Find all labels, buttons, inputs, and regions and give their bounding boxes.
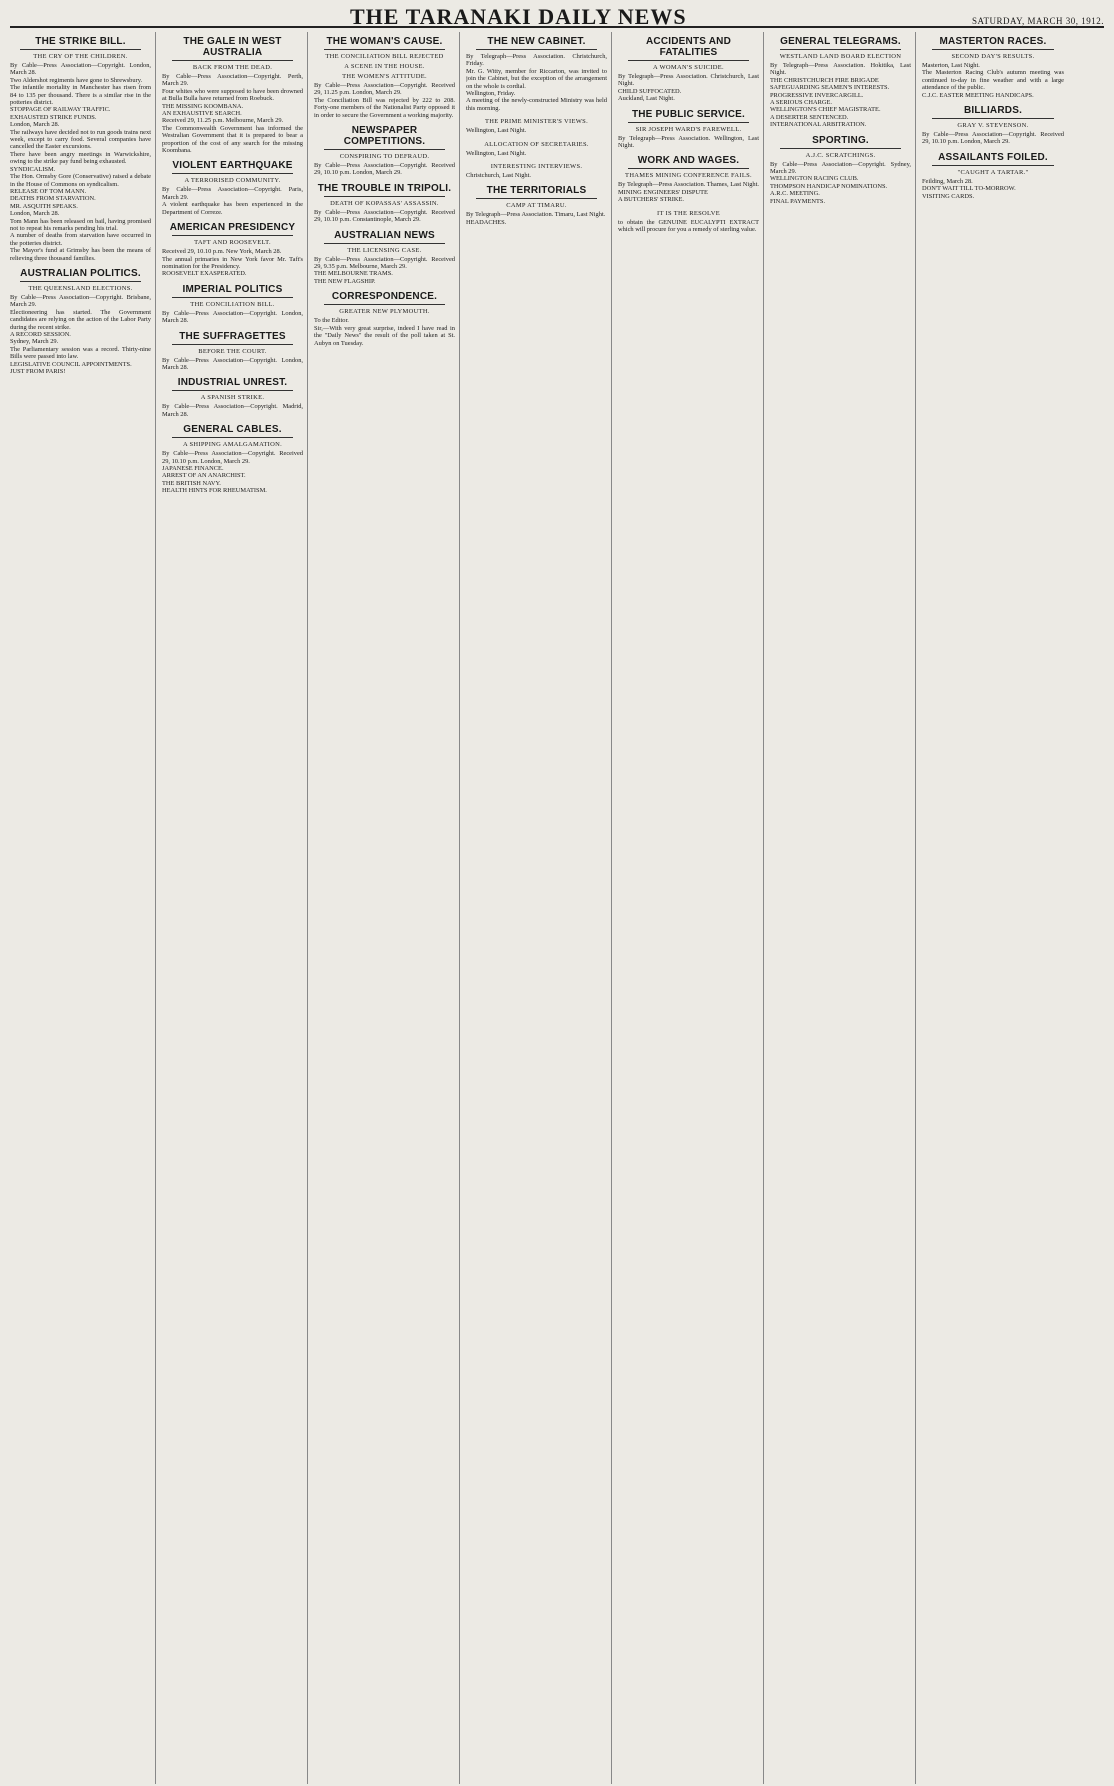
headline-rule (20, 281, 141, 282)
article-subheading: BEFORE THE COURT. (198, 347, 267, 355)
article-paragraph: MINING ENGINEERS' DISPUTE (618, 188, 708, 196)
headline-rule (324, 149, 445, 150)
article-paragraph: A DESERTER SENTENCED. (770, 113, 849, 121)
article-subheading: IT IS THE RESOLVE (657, 209, 720, 217)
article-headline: THE NEW CABINET. (487, 36, 586, 47)
article-headline: VIOLENT EARTHQUAKE (172, 160, 293, 172)
newspaper-column (314, 32, 460, 1784)
article-paragraph: to obtain the GENUINE EUCALYPTI EXTRACT which will procure for you a remedy of sterling value. (618, 218, 759, 234)
article-paragraph: By Cable—Press Association—Copyright. Brisbane, March 29. (10, 293, 151, 309)
article-subheading: "CAUGHT A TARTAR." (957, 168, 1029, 176)
article-paragraph: Sydney, March 29. (10, 338, 59, 346)
article-paragraph: Auckland, Last Night. (618, 95, 675, 103)
newspaper-column (466, 32, 612, 1784)
article-paragraph: ROOSEVELT EXASPERATED. (162, 270, 247, 278)
article-headline: THE STRIKE BILL. (35, 36, 126, 47)
article-subheading: GREATER NEW PLYMOUTH. (339, 308, 430, 316)
article-paragraph: THOMPSON HANDICAP NOMINATIONS. (770, 182, 888, 190)
article-paragraph: A number of deaths from starvation have occurred in the potteries district. (10, 232, 151, 247)
article-paragraph: A.R.C. MEETING. (770, 190, 820, 198)
article-paragraph: Christchurch, Last Night. (466, 172, 531, 180)
newspaper-column (162, 32, 308, 1784)
article-paragraph: Received 29, 11.25 p.m. Melbourne, March 29. (162, 117, 284, 125)
article-paragraph: By Telegraph—Press Association. Hokitika, Last Night. (770, 62, 911, 77)
article-headline: NEWSPAPER COMPETITIONS. (343, 125, 426, 148)
article-paragraph: THE MELBOURNE TRAMS. (314, 270, 393, 278)
article-paragraph: THE CHRISTCHURCH FIRE BRIGADE (770, 76, 879, 84)
article-subheading: SECOND DAY'S RESULTS. (951, 53, 1035, 60)
article-paragraph: The Parliamentary session was a record. Thirty-nine Bills were passed into law. (10, 345, 151, 361)
article (162, 284, 303, 325)
article-paragraph: Wellington, Last Night. (466, 127, 527, 135)
article-paragraph: WELLINGTON'S CHIEF MAGISTRATE. (770, 106, 881, 114)
article (466, 118, 607, 134)
article-paragraph: PROGRESSIVE INVERCARGILL. (770, 91, 864, 99)
article-paragraph: CHILD SUFFOCATED. (618, 87, 682, 95)
article-paragraph: By Cable—Press Association—Copyright. Paris, March 29. (162, 186, 303, 201)
article-paragraph: By Cable—Press Association—Copyright. Received 29, 11.25 p.m. London, March 29. (314, 82, 455, 97)
article-paragraph: STOPPAGE OF RAILWAY TRAFFIC. (10, 106, 111, 114)
article-paragraph: INTERNATIONAL ARBITRATION. (770, 121, 867, 129)
newspaper-column (922, 32, 1068, 1784)
article (314, 291, 455, 347)
article-paragraph: MR. ASQUITH SPEAKS. (10, 202, 78, 210)
headline-rule (172, 437, 293, 438)
headline-rule (476, 198, 597, 199)
article-headline: AMERICAN PRESIDENCY (169, 222, 296, 234)
article-headline: GENERAL CABLES. (183, 424, 282, 436)
article-subheading: SIR JOSEPH WARD'S FAREWELL. (635, 125, 742, 133)
headline-rule (780, 148, 901, 149)
article-paragraph: EXHAUSTED STRIKE FUNDS. (10, 113, 97, 121)
headline-rule (172, 235, 293, 236)
article-paragraph: SYNDICALISM. (10, 165, 56, 173)
headline-rule (20, 49, 141, 50)
article-paragraph: RELEASE OF TOM MANN. (10, 187, 87, 195)
article-paragraph: The railways have decided not to run goods trains next week, except to carry food. Several companies have cancelled the Easter excursions. (10, 128, 151, 151)
article-paragraph: By Telegraph—Press Association. Thames, Last Night. (618, 181, 759, 189)
article-headline: GENERAL TELEGRAMS. (780, 36, 901, 47)
article (162, 222, 303, 278)
article-paragraph: VISITING CARDS. (922, 192, 975, 200)
article-paragraph: By Cable—Press Association—Copyright. Received 29, 10.10 p.m. London, March 29. (162, 450, 303, 465)
article-paragraph: By Cable—Press Association—Copyright. Sydney, March 29. (770, 160, 911, 176)
article (466, 163, 607, 179)
headline-rule (172, 344, 293, 345)
article-paragraph: By Telegraph—Press Association. Christchurch, Last Night. (618, 73, 759, 88)
article (922, 152, 1064, 200)
headline-rule (324, 196, 445, 197)
article-subheading: A SHIPPING AMALGAMATION. (182, 441, 283, 449)
article-paragraph: Wellington, Friday. (466, 90, 516, 98)
article-subheading: TAFT AND ROOSEVELT. (194, 239, 271, 247)
headline-rule (324, 304, 445, 305)
article-paragraph: The Mayor's fund at Grimsby has been the means of relieving three thousand families. (10, 247, 151, 262)
article-subheading: A SCENE IN THE HOUSE. (344, 63, 425, 70)
article-paragraph: The annual primaries in New York favor Mr. Taft's nomination for the Presidency. (162, 255, 303, 270)
article-paragraph: Mr. G. Witty, member for Riccarton, was invited to join the Cabinet, but the exception of the arrangement on the whole is cordial. (466, 67, 607, 90)
article-paragraph: The Conciliation Bill was rejected by 222 to 208. Forty-one members of the Nationalist Party opposed it in order to secure the Government a working majority. (314, 96, 455, 119)
article-paragraph: HEADACHES. (466, 218, 507, 226)
article-paragraph: By Cable—Press Association—Copyright. Perth, March 29. (162, 73, 303, 88)
article (770, 36, 911, 129)
newspaper-column (10, 32, 156, 1784)
article-paragraph: By Cable—Press Association—Copyright. London, March 28. (10, 62, 151, 77)
article-paragraph: By Telegraph—Press Association. Wellington, Last Night. (618, 134, 759, 150)
article-paragraph: AN EXHAUSTIVE SEARCH. (162, 110, 242, 118)
article-subheading: THAMES MINING CONFERENCE FAILS. (625, 172, 752, 180)
article-headline: THE PUBLIC SERVICE. (631, 108, 746, 120)
headline-rule (172, 390, 293, 391)
article-paragraph: A SERIOUS CHARGE. (770, 99, 832, 107)
masthead (10, 4, 1104, 28)
article-paragraph: Tom Mann has been released on bail, having promised not to repeat his remarks pending his trial. (10, 217, 151, 232)
column-container (10, 32, 1104, 1784)
headline-rule (628, 122, 749, 123)
article-subheading: THE PRIME MINISTER'S VIEWS. (484, 118, 589, 126)
article-headline: INDUSTRIAL UNREST. (177, 377, 288, 389)
article-paragraph: Two Aldershot regiments have gone to Shrewsbury. (10, 76, 143, 84)
article-paragraph: By Cable—Press Association—Copyright. London, March 28. (162, 309, 303, 325)
article-paragraph: London, March 28. (10, 210, 60, 218)
article-headline: ASSAILANTS FOILED. (938, 151, 1048, 163)
article-headline: ACCIDENTS AND FATALITIES (645, 36, 731, 58)
article-subheading: THE CONCILIATION BILL. (190, 300, 275, 308)
article-paragraph: By Cable—Press Association—Copyright. Received 29, 10.10 p.m. Constantinople, March 29. (314, 208, 455, 224)
article-headline: THE SUFFRAGETTES (179, 330, 286, 342)
article (162, 331, 303, 372)
article-paragraph: THE MISSING KOOMBANA. (162, 102, 244, 110)
article-headline: BILLIARDS. (963, 105, 1023, 117)
article-subheading: WESTLAND LAND BOARD ELECTION (779, 53, 902, 60)
article-subheading: A.J.C. SCRATCHINGS. (805, 151, 876, 159)
article (314, 230, 455, 286)
article (466, 185, 607, 226)
headline-rule (932, 49, 1054, 50)
article-paragraph: London, March 28. (10, 121, 60, 129)
article-headline: SPORTING. (812, 134, 869, 146)
article-paragraph: A RECORD SESSION. (10, 331, 71, 338)
article-subheading: THE QUEENSLAND ELECTIONS. (28, 284, 133, 292)
article-paragraph: SAFEGUARDING SEAMEN'S INTERESTS. (770, 84, 890, 92)
article (770, 135, 911, 205)
headline-rule (780, 49, 901, 50)
article-paragraph: By Cable—Press Association—Copyright. Madrid, March 28. (162, 403, 303, 418)
headline-rule (628, 60, 749, 61)
article-headline: THE WOMAN'S CAUSE. (326, 36, 443, 47)
article-subheading: THE LICENSING CASE. (347, 246, 422, 254)
article (162, 160, 303, 216)
article-paragraph: By Cable—Press Association—Copyright. London, March 28. (162, 356, 303, 371)
headline-rule (172, 297, 293, 298)
newspaper-column (618, 32, 764, 1784)
article-subheading: A SPANISH STRIKE. (200, 394, 265, 402)
article (618, 36, 759, 103)
article (314, 183, 455, 224)
article-subheading: CAMP AT TIMARU. (506, 202, 567, 210)
article-paragraph: Received 29, 10.10 p.m. New York, March 28. (162, 248, 282, 256)
article-headline: AUSTRALIAN NEWS (334, 229, 435, 241)
article-paragraph: A BUTCHERS' STRIKE. (618, 196, 684, 204)
article-paragraph: The Hon. Ormsby Gore (Conservative) raised a debate in the House of Commons on syndicalism. (10, 173, 151, 188)
article (162, 36, 303, 154)
article-paragraph: WELLINGTON RACING CLUB. (770, 175, 859, 183)
article-paragraph: Masterton, Last Night. (922, 62, 980, 69)
newspaper-title: THE TARANAKI DAILY NEWS (350, 4, 687, 29)
headline-rule (628, 168, 749, 169)
article-paragraph: ARREST OF AN ANARCHIST. (162, 472, 246, 480)
article (162, 377, 303, 418)
article-paragraph: By Telegraph—Press Association. Timaru, Last Night. (466, 211, 606, 219)
article-headline: IMPERIAL POLITICS (182, 283, 283, 295)
article-paragraph: THE NEW FLAGSHIP. (314, 277, 376, 285)
article-paragraph: By Cable—Press Association—Copyright. Received 29, 10.10 p.m. London, March 29. (922, 131, 1064, 146)
article-subheading: INTERESTING INTERVIEWS. (490, 163, 583, 171)
article-subheading: ALLOCATION OF SECRETARIES. (484, 140, 589, 148)
article-headline: THE TROUBLE IN TRIPOLI. (317, 182, 452, 194)
issue-date: SATURDAY, MARCH 30, 1912. (971, 16, 1104, 26)
headline-rule (172, 173, 293, 174)
article-paragraph: Four whites who were supposed to have been drowned at Bulla Bulla have returned from Roebuck. (162, 87, 303, 103)
article-subheading: A TERRORISED COMMUNITY. (184, 177, 281, 185)
article-paragraph: A violent earthquake has been experienced in the Department of Correze. (162, 201, 303, 216)
article-subheading: CONSPIRING TO DEFRAUD. (339, 153, 430, 161)
article-paragraph: Wellington, Last Night. (466, 149, 527, 157)
article (10, 268, 151, 375)
article-paragraph: There have been angry meetings in Warwickshire, owing to the strike pay fund being exhausted. (10, 150, 151, 166)
headline-rule (932, 118, 1054, 119)
headline-rule (932, 165, 1054, 166)
article-headline: THE GALE IN WEST AUSTRALIA (183, 36, 282, 58)
article-paragraph: JUST FROM PARIS! (10, 368, 66, 376)
article-subheading: BACK FROM THE DEAD. (192, 64, 273, 71)
article (314, 125, 455, 177)
article (618, 155, 759, 203)
headline-rule (324, 49, 445, 50)
article-paragraph: The Masterton Racing Club's autumn meeting was continued to-day in fine weather and with a large attendance of the public. (922, 69, 1064, 92)
article-headline: AUSTRALIAN POLITICS. (20, 267, 141, 279)
article-subheading: THE WOMEN'S ATTITUDE. (342, 73, 427, 80)
article-headline: MASTERTON RACES. (939, 36, 1047, 47)
article-paragraph: Electioneering has started. The Government candidates are relying on the action of the Labor Party during the recent strike. (10, 308, 151, 331)
article-paragraph: C.J.C. EASTER MEETING HANDICAPS. (922, 91, 1034, 99)
article (162, 424, 303, 494)
article-paragraph: LEGISLATIVE COUNCIL APPOINTMENTS. (10, 360, 132, 368)
article (922, 36, 1064, 99)
article-paragraph: The Commonwealth Government has informed the Westralian Government that it is prepared to bear a proportion of the cost of any search for the missing Koombana. (162, 124, 303, 155)
article-paragraph: By Telegraph—Press Association. Christchurch, Friday. (466, 53, 607, 68)
headline-rule (324, 243, 445, 244)
headline-rule (476, 49, 597, 50)
article-paragraph: FINAL PAYMENTS. (770, 197, 826, 205)
article-paragraph: HEALTH HINTS FOR RHEUMATISM. (162, 487, 267, 495)
article-paragraph: By Cable—Press Association—Copyright. Received 29, 9.35 p.m. Melbourne, March 29. (314, 255, 455, 271)
article (10, 36, 151, 262)
article-paragraph: DEATHS FROM STARVATION. (10, 195, 96, 203)
article-headline: WORK AND WAGES. (637, 155, 740, 167)
newspaper-column (770, 32, 916, 1784)
article-paragraph: The infantile mortality in Manchester has risen from 84 to 135 per thousand. There is a similar rise in the potteries district. (10, 84, 151, 107)
article-paragraph: To the Editor. (314, 317, 349, 325)
article-headline: CORRESPONDENCE. (331, 291, 438, 303)
article-subheading: GRAY V. STEVENSON. (957, 122, 1029, 130)
article-paragraph: DON'T WAIT TILL TO-MORROW. (922, 185, 1016, 193)
article (618, 210, 759, 234)
article-paragraph: By Cable—Press Association—Copyright. Received 29, 10.10 p.m. London, March 29. (314, 162, 455, 177)
article (466, 36, 607, 112)
article-paragraph: A meeting of the newly-constructed Ministry was held this morning. (466, 97, 607, 112)
article-paragraph: Sir,—With very great surprise, indeed I have read in the "Daily News" the result of the poll taken at St. Aubyn on Tuesday. (314, 324, 455, 347)
article-subheading: DEATH OF KOPASSAS' ASSASSIN. (330, 199, 439, 207)
article (922, 105, 1064, 146)
article-subheading: THE CRY OF THE CHILDREN. (33, 53, 128, 60)
article-paragraph: JAPANESE FINANCE. (162, 464, 224, 472)
article (314, 36, 455, 119)
article-subheading: THE CONCILIATION BILL REJECTED (325, 53, 444, 60)
article (618, 109, 759, 150)
article-headline: THE TERRITORIALS (486, 185, 587, 197)
headline-rule (172, 60, 293, 61)
article (466, 141, 607, 157)
article-paragraph: Feilding, March 28. (922, 177, 973, 185)
article-paragraph: THE BRITISH NAVY. (162, 479, 221, 487)
article-subheading: A WOMAN'S SUICIDE. (653, 64, 724, 71)
